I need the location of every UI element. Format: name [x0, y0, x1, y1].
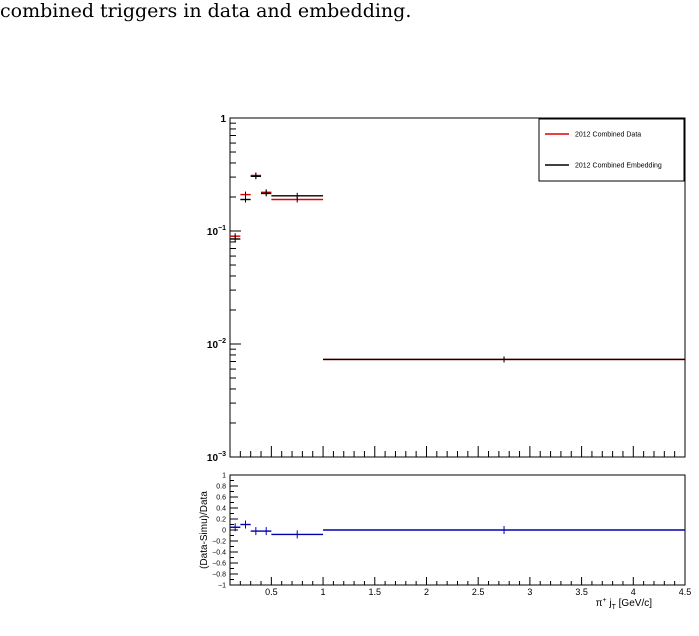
- top-y-tick-base: 1: [220, 114, 226, 125]
- top-y-tick-label: [207, 225, 226, 238]
- ratio-x-tick-label: 0.5: [265, 587, 278, 597]
- ratio-panel: [199, 473, 691, 612]
- ratio-y-tick-label: −0.4: [212, 549, 226, 557]
- x-title-part: j: [606, 598, 612, 609]
- ratio-y-tick-label: −0.2: [212, 538, 226, 546]
- ratio-x-tick-label: 4.5: [678, 587, 692, 597]
- ratio-x-axis-title: [596, 597, 653, 611]
- x-title-sup: +: [602, 597, 607, 604]
- ratio-y-tick-label: −0.6: [212, 560, 226, 568]
- legend: [539, 119, 684, 181]
- ratio-y-tick-label: 1: [222, 472, 226, 480]
- top-y-tick-label: [207, 338, 226, 351]
- top-y-tick-exponent: −2: [218, 338, 226, 345]
- ratio-x-tick-label: 3: [527, 587, 533, 597]
- top-y-tick-exponent: −3: [218, 451, 226, 458]
- ratio-x-tick-label: 2.5: [471, 587, 485, 597]
- x-title-part: π: [595, 598, 603, 609]
- ratio-x-tick-label: 1: [320, 587, 326, 597]
- caption-line-main: combined triggers in data and embedding.: [0, 0, 412, 22]
- top-y-tick-base: 10: [206, 227, 219, 238]
- series-embedding: [230, 173, 685, 362]
- spectrum-panel: [207, 114, 685, 464]
- ratio-y-tick-label: 0: [222, 527, 226, 535]
- ratio-x-tick-label: 1.5: [368, 587, 382, 597]
- ratio-y-tick-label: 0.2: [216, 516, 226, 524]
- ratio-y-tick-label: 0.6: [216, 494, 226, 502]
- ratio-y-tick-label: 0.8: [216, 483, 226, 491]
- ratio-x-tick-label: 4: [630, 587, 636, 597]
- ratio-y-tick-label: −1: [218, 582, 226, 590]
- ratio-y-axis-title: (Data-Simu)/Data: [199, 491, 210, 569]
- ratio-y-tick-label: 0.4: [216, 505, 226, 513]
- legend-label: 2012 Combined Embedding: [575, 162, 662, 170]
- ratio-y-tick-label: −0.8: [212, 571, 226, 579]
- ratio-x-tick-label: 2: [423, 587, 429, 597]
- top-y-tick-base: 10: [206, 340, 219, 351]
- ratio-x-tick-label: 3.5: [575, 587, 588, 597]
- top-y-tick-exponent: −1: [218, 225, 226, 232]
- x-title-part: [GeV/c]: [615, 598, 652, 609]
- top-y-tick-base: 10: [206, 453, 219, 464]
- series-data: [230, 172, 685, 362]
- legend-box: [539, 119, 684, 181]
- legend-label: 2012 Combined Data: [575, 131, 642, 139]
- series-ratio: [230, 521, 685, 539]
- top-y-tick-label: [207, 451, 226, 464]
- x-title-sub: T: [611, 604, 616, 611]
- top-y-tick-label: [220, 114, 226, 125]
